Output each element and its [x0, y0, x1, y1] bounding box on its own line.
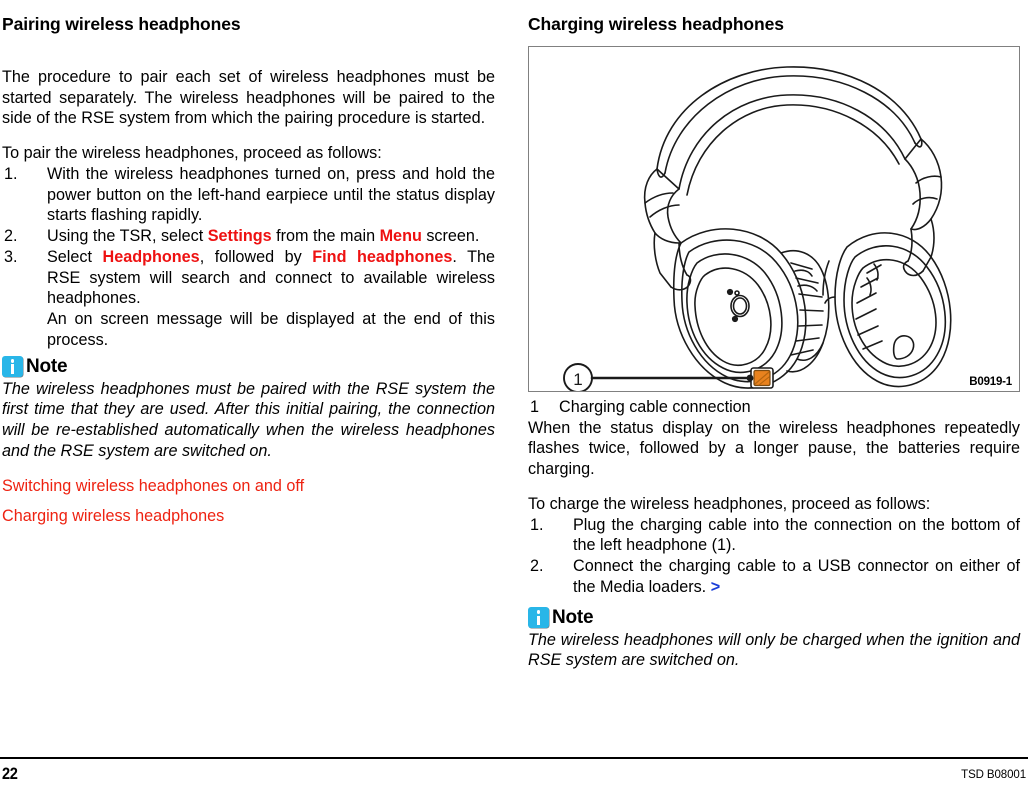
step-text: Using the TSR, select Settings from the main Menu screen. — [47, 227, 480, 246]
page-footer — [0, 764, 1028, 790]
footer-divider — [0, 757, 1028, 759]
step-number: 2. — [530, 557, 544, 576]
step-number: 2. — [4, 227, 18, 246]
note-header — [528, 607, 1020, 629]
left-column — [0, 0, 495, 745]
keyword-term: Headphones — [102, 247, 200, 266]
charging-paragraph: When the status display on the wireless headphones repeatedly flashes twice, followed by a longer pause, the batteries require charging. — [528, 418, 1020, 479]
headphones-figure — [528, 46, 1020, 392]
lead-in-text: To pair the wireless headphones, proceed as follows: — [2, 144, 382, 163]
step-text: Select Headphones, followed by Find headphones. The RSE system will search and connect to available wireless headphones. — [47, 247, 495, 308]
note-text: The wireless headphones must be paired with the RSE system the first time that they are used. After this initial pairing, the connection will be re-established automatically when the wireless headphones and the RSE system are switched on. — [2, 379, 495, 460]
keyword-term: Menu — [379, 227, 422, 246]
spacer — [528, 480, 1020, 494]
list-item — [2, 226, 495, 247]
spacer — [2, 461, 495, 475]
spacer — [528, 598, 1020, 607]
note-label: Note — [26, 355, 68, 377]
list-item — [528, 556, 1020, 597]
page-number: 22 — [2, 764, 18, 783]
keyword-term: Settings — [207, 227, 272, 246]
spacer — [2, 129, 495, 143]
step-number: 1. — [530, 515, 544, 534]
step-text: With the wireless headphones turned on, press and hold the power button on the left-hand earpiece until the status display starts flashing rapidly. — [47, 164, 495, 225]
note-label: Note — [552, 606, 594, 628]
step-sub-text: An on screen message will be displayed at the end of this process. — [47, 310, 495, 349]
document-code: TSD B08001 — [961, 769, 1026, 781]
info-icon — [528, 607, 549, 628]
right-column — [525, 0, 1020, 745]
list-item — [528, 515, 1020, 556]
page-title-charging: Charging wireless headphones — [528, 14, 784, 34]
callout-number-1: 1 — [573, 370, 583, 389]
charging-steps-list — [528, 515, 1020, 598]
spacer — [2, 35, 495, 67]
lead-in-text: To charge the wireless headphones, proceed as follows: — [528, 494, 931, 513]
note-header — [2, 356, 495, 378]
note-text: The wireless headphones will only be charged when the ignition and RSE system are switched on. — [528, 630, 1020, 670]
legend-text: Charging cable connection — [559, 398, 751, 416]
pairing-steps-list — [2, 164, 495, 351]
figure-id-label: B0919-1 — [969, 376, 1012, 388]
cross-reference-link-switching[interactable]: Switching wireless headphones on and off — [2, 477, 305, 496]
step-text: Plug the charging cable into the connection on the bottom of the left headphone (1). — [573, 515, 1020, 555]
list-item — [2, 164, 495, 226]
step-number: 1. — [4, 164, 18, 183]
intro-paragraph: The procedure to pair each set of wireless headphones must be started separately. The wireless headphones will be paired to the side of the RSE system from which the pairing procedure is started. — [2, 68, 495, 128]
step-text: Connect the charging cable to a USB connector on either of the Media loaders. > — [573, 557, 1020, 596]
headphones-illustration — [529, 47, 1019, 391]
page-title-pairing: Pairing wireless headphones — [2, 14, 241, 34]
keyword-term: Find headphones — [312, 247, 453, 266]
list-item — [2, 247, 495, 351]
figure-legend — [528, 397, 1020, 418]
step-number: 3. — [4, 247, 18, 266]
legend-number: 1 — [530, 398, 540, 416]
cross-reference-link-charging[interactable]: Charging wireless headphones — [2, 506, 225, 525]
info-icon — [2, 356, 23, 377]
link-arrow-icon[interactable]: > — [710, 577, 721, 596]
